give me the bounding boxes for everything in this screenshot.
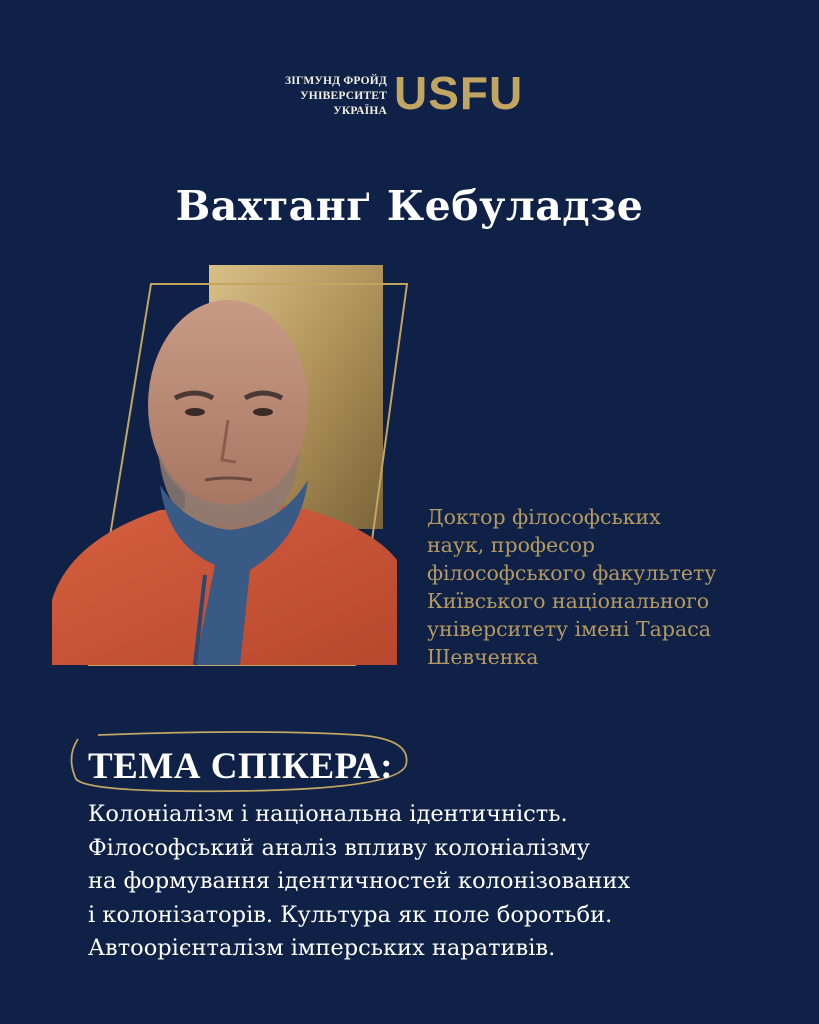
speaker-bio (427, 503, 767, 671)
bio-line: Доктор філософських (427, 505, 661, 529)
shirt (52, 505, 397, 665)
topic-line: на формування ідентичностей колонізованих (88, 868, 631, 894)
bio-line: університету імені Тараса (427, 617, 711, 641)
university-logo (0, 67, 819, 122)
logo-brand: USFU (394, 67, 524, 119)
bio-line: Шевченка (427, 645, 539, 669)
bio-line: Київського національного (427, 589, 710, 613)
gold-panel (209, 265, 383, 529)
topic-line: Автоорієнталізм імперських наративів. (88, 935, 556, 961)
logo-line-2: УНІВЕРСИТЕТ (300, 90, 387, 102)
topic-description (88, 798, 788, 966)
bio-line: наук, професор (427, 533, 596, 557)
logo-line-3: УКРАЇНА (333, 105, 387, 117)
logo-line-1: ЗІГМУНД ФРОЙД (285, 75, 387, 87)
speaker-name: Вахтанґ Кебуладзе (175, 182, 644, 230)
gold-frame (89, 284, 407, 665)
bio-line: філософського факультету (427, 561, 717, 585)
scarf (160, 480, 308, 665)
topic-line: і колонізаторів. Культура як поле боротьби. (88, 901, 613, 928)
topic-line: Колоніалізм і національна ідентичність. (88, 801, 568, 827)
logo-wordmark (285, 74, 387, 119)
topic-line: Філософський аналіз впливу колоніалізму (88, 834, 590, 861)
head (148, 300, 308, 510)
topic-label: ТЕМА СПІКЕРА: (88, 746, 394, 787)
